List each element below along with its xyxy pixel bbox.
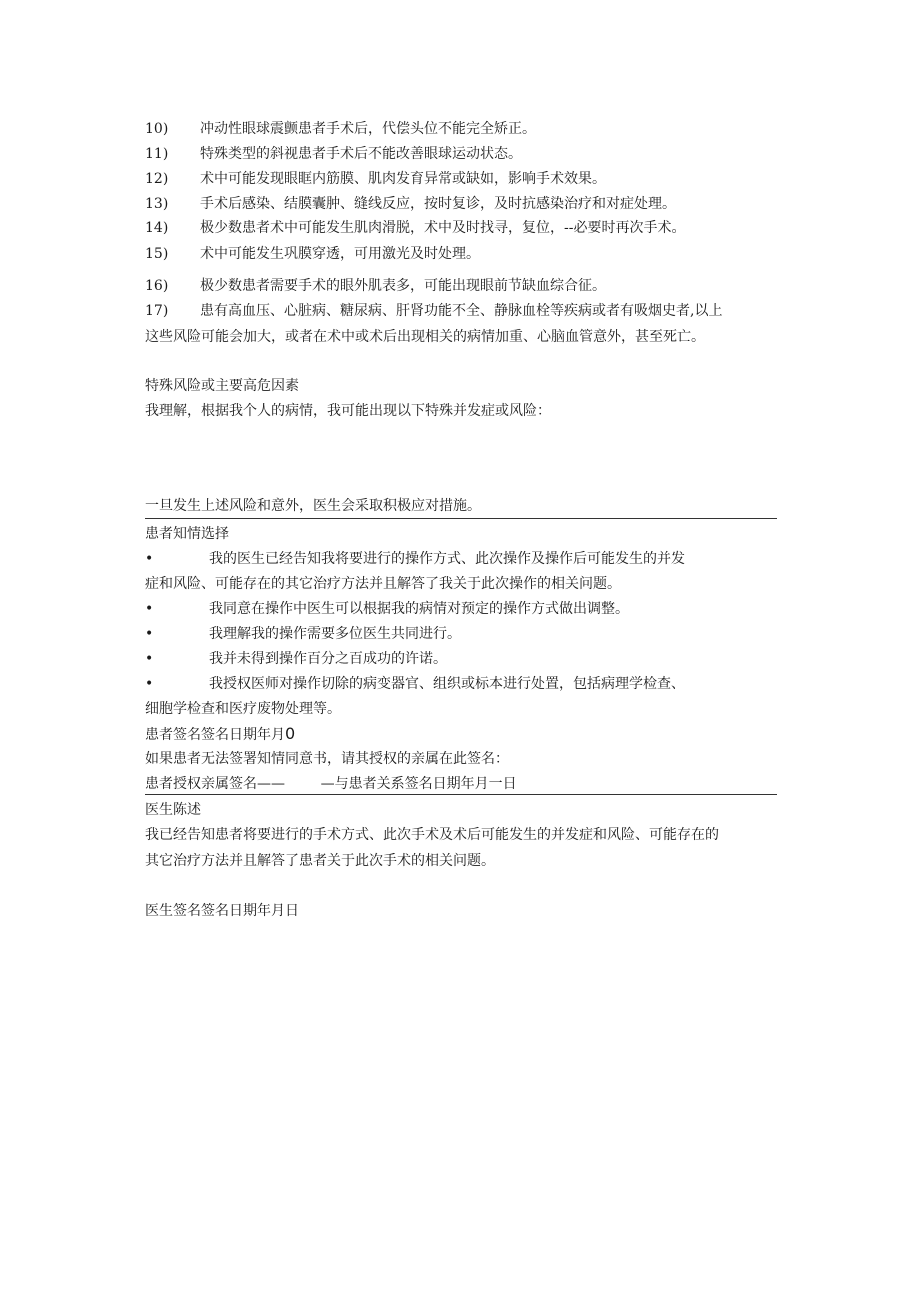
risk-item-14 — [145, 218, 685, 238]
divider-line — [145, 518, 777, 519]
risk-text: 患有高血压、心脏病、糖尿病、肝肾功能不全、静脉血栓等疾病或者有吸烟史者,以上 — [200, 303, 723, 319]
proxy-note: 如果患者无法签署知情同意书，请其授权的亲属在此签名： — [145, 751, 509, 767]
consent-item — [145, 674, 685, 694]
consent-item — [145, 599, 629, 619]
doctor-statement-line: 其它治疗方法并且解答了患者关于此次手术的相关问题。 — [145, 853, 495, 869]
divider-line — [145, 794, 777, 795]
risk-number: 17) — [145, 303, 169, 319]
risk-item-11 — [145, 144, 522, 164]
risk-item-17-continuation: 这些风险可能会加大，或者在术中或术后出现相关的病情加重、心脑血管意外，甚至死亡。 — [145, 329, 705, 345]
risk-number: 14) — [145, 220, 169, 236]
consent-item — [145, 649, 447, 669]
risk-number: 13) — [145, 196, 169, 212]
special-risk-intro: 我理解，根据我个人的病情，我可能出现以下特殊并发症或风险： — [145, 403, 551, 419]
risk-item-13 — [145, 194, 676, 214]
risk-number: 15) — [145, 246, 169, 262]
risk-item-15 — [145, 244, 480, 264]
doctor-signature-line: 医生签名签名日期年月日 — [145, 903, 299, 919]
consent-text: 我的医生已经告知我将要进行的操作方式、此次操作及操作后可能发生的并发 — [209, 551, 685, 567]
patient-signature-line — [145, 724, 295, 745]
consent-text: 我理解我的操作需要多位医生共同进行。 — [209, 626, 461, 642]
risk-number: 10) — [145, 121, 169, 137]
bullet-icon: • — [145, 601, 154, 617]
consent-text: 我并未得到操作百分之百成功的许诺。 — [209, 651, 447, 667]
bullet-icon: • — [145, 651, 154, 667]
risk-item-16 — [145, 276, 606, 296]
doctor-statement-line: 我已经告知患者将要进行的手术方式、此次手术及术后可能发生的并发症和风险、可能存在的 — [145, 827, 719, 843]
risk-text: 术中可能发生巩膜穿透，可用激光及时处理。 — [200, 246, 480, 262]
consent-item — [145, 624, 461, 644]
patient-signature-label: 患者签名签名日期年月 — [145, 727, 285, 743]
bullet-icon: • — [145, 676, 154, 692]
consent-text: 我授权医师对操作切除的病变器官、组织或标本进行处置，包括病理学检查、 — [209, 676, 685, 692]
patient-choice-heading: 患者知情选择 — [145, 526, 229, 542]
consent-item-continuation: 症和风险、可能存在的其它治疗方法并且解答了我关于此次操作的相关问题。 — [145, 576, 621, 592]
risk-number: 11) — [145, 146, 169, 162]
risk-text: 极少数患者术中可能发生肌肉滑脱，术中及时找寻，复位，--必要时再次手术。 — [200, 220, 686, 236]
risk-text: 极少数患者需要手术的眼外肌表多，可能出现眼前节缺血综合征。 — [200, 278, 606, 294]
special-risk-heading: 特殊风险或主要高危因素 — [145, 378, 299, 394]
risk-text: 冲动性眼球震颤患者手术后，代偿头位不能完全矫正。 — [200, 121, 536, 137]
bullet-icon: • — [145, 551, 154, 567]
bullet-icon: • — [145, 626, 154, 642]
risk-item-10 — [145, 119, 536, 139]
risk-number: 16) — [145, 278, 169, 294]
consent-item — [145, 549, 685, 569]
consent-text: 我同意在操作中医生可以根据我的病情对预定的操作方式做出调整。 — [209, 601, 629, 617]
proxy-signature-line: 患者授权亲属签名—— —与患者关系签名日期年月一日 — [145, 776, 517, 792]
risk-text: 手术后感染、结膜囊肿、缝线反应，按时复诊，及时抗感染治疗和对症处理。 — [200, 196, 676, 212]
risk-text: 术中可能发现眼眶内筋膜、肌肉发育异常或缺如，影响手术效果。 — [200, 171, 606, 187]
doctor-statement-heading: 医生陈述 — [145, 802, 201, 818]
risk-number: 12) — [145, 171, 169, 187]
special-risk-closing: 一旦发生上述风险和意外，医生会采取积极应对措施。 — [145, 498, 481, 514]
patient-signature-tail: 0 — [285, 724, 296, 743]
consent-item-continuation: 细胞学检查和医疗废物处理等。 — [145, 701, 341, 717]
risk-item-17 — [145, 301, 722, 321]
risk-item-12 — [145, 169, 606, 189]
risk-text: 特殊类型的斜视患者手术后不能改善眼球运动状态。 — [200, 146, 522, 162]
